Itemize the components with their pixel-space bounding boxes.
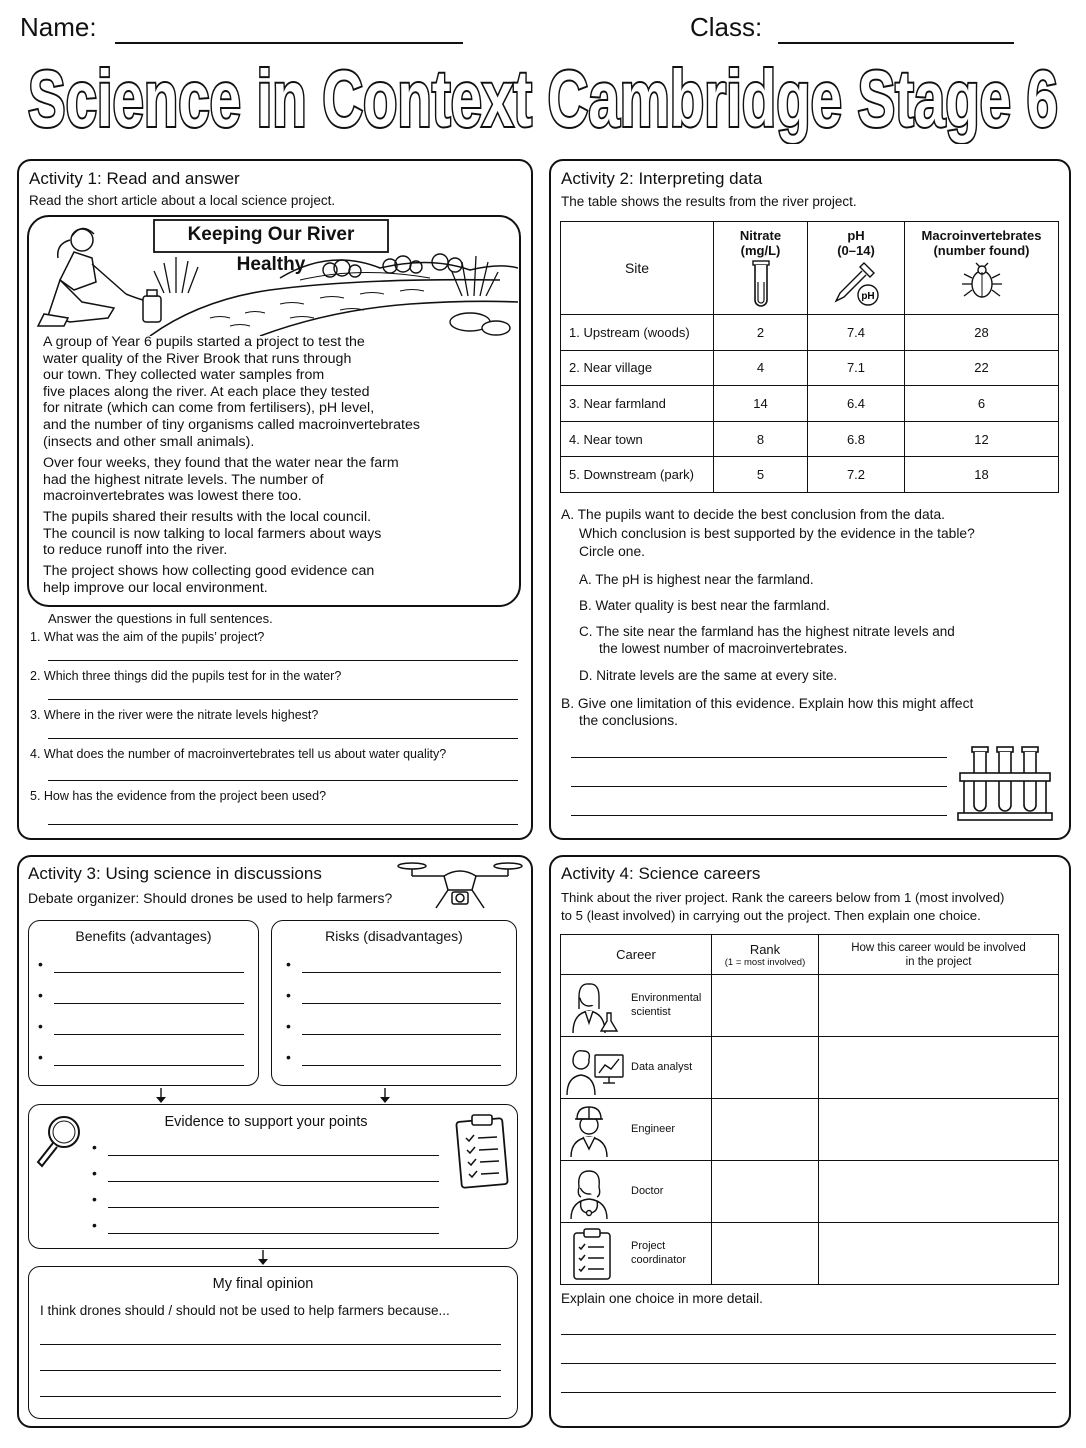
career-name: Project coordinator — [631, 1240, 687, 1266]
careers-table — [560, 934, 1059, 1285]
class-label: Class: — [690, 12, 763, 42]
activity-2-title: Activity 2: Interpreting data — [561, 169, 763, 188]
name-label: Name: — [20, 12, 97, 42]
option-d[interactable]: D. Nitrate levels are the same at every site. — [579, 668, 838, 683]
how-involved-cell[interactable] — [819, 1099, 1059, 1161]
career-row-data-analyst — [561, 1037, 1059, 1099]
table-row: 3. Near farmland 14 6.4 6 — [561, 386, 1059, 422]
bullet-icon: • — [38, 1049, 43, 1065]
dropper-icon — [830, 259, 882, 307]
answer-line-1[interactable] — [48, 660, 518, 661]
engineer-icon — [565, 1103, 619, 1157]
bullet-icon: • — [92, 1165, 97, 1181]
risk-line-1[interactable] — [302, 972, 501, 973]
table-row: 1. Upstream (woods) 2 7.4 28 — [561, 315, 1059, 351]
activity-1-title: Activity 1: Read and answer — [29, 169, 240, 188]
activity-3-intro: Debate organizer: Should drones be used to help farmers? — [28, 890, 393, 906]
activity-1-intro: Read the short article about a local science project. — [29, 193, 336, 208]
table-row: 2. Near village 4 7.1 22 — [561, 350, 1059, 386]
doctor-icon — [565, 1165, 619, 1219]
drone-icon — [396, 860, 524, 916]
explain-line-3[interactable] — [561, 1392, 1056, 1393]
name-input-line[interactable] — [115, 42, 463, 44]
question-a: A. The pupils want to decide the best conclusion from the data. Which conclusion is best supported by the evidence in the table? Circle one. — [561, 507, 975, 559]
benefits-title: Benefits (advantages) — [75, 928, 212, 944]
clipboard-icon — [571, 1227, 613, 1281]
svg-text:pH: pH — [861, 291, 875, 302]
bullet-icon: • — [38, 956, 43, 972]
magnifying-glass-icon — [34, 1112, 86, 1168]
risk-line-2[interactable] — [302, 1003, 501, 1004]
limitation-line-1[interactable] — [571, 757, 947, 758]
career-name: Environmental scientist — [631, 992, 702, 1018]
how-involved-cell[interactable] — [819, 1223, 1059, 1285]
header-nitrate: Nitrate (mg/L) — [714, 222, 808, 315]
evidence-line-2[interactable] — [108, 1181, 439, 1182]
table-row: 4. Near town 8 6.8 12 — [561, 421, 1059, 457]
explain-line-2[interactable] — [561, 1363, 1056, 1364]
career-name: Data analyst — [631, 1061, 693, 1073]
limitation-line-3[interactable] — [571, 815, 947, 816]
how-involved-cell[interactable] — [819, 1161, 1059, 1223]
beetle-icon — [958, 262, 1006, 302]
test-tube-icon — [751, 260, 771, 308]
explain-line-1[interactable] — [561, 1334, 1056, 1335]
rank-cell[interactable] — [712, 1223, 819, 1285]
career-row-environmental-scientist — [561, 975, 1059, 1037]
rank-cell[interactable] — [712, 1037, 819, 1099]
article-paragraph-4: The project shows how collecting good evidence can help improve our local environment. — [43, 563, 375, 596]
benefit-line-2[interactable] — [54, 1003, 244, 1004]
bullet-icon: • — [286, 956, 291, 972]
benefit-line-4[interactable] — [54, 1065, 244, 1066]
risk-line-3[interactable] — [302, 1034, 501, 1035]
header-ph: pH (0–14) pH — [808, 222, 905, 315]
activity-4-title: Activity 4: Science careers — [561, 864, 761, 883]
opinion-line-3[interactable] — [40, 1396, 501, 1397]
evidence-line-4[interactable] — [108, 1233, 439, 1234]
bullet-icon: • — [92, 1139, 97, 1155]
question-b: B. Give one limitation of this evidence. Explain how this might affect the conclusions. — [561, 696, 974, 728]
arrow-down-icon — [257, 1250, 269, 1266]
bullet-icon: • — [38, 987, 43, 1003]
questions-instruction: Answer the questions in full sentences. — [48, 611, 273, 626]
risk-line-4[interactable] — [302, 1065, 501, 1066]
answer-line-5[interactable] — [48, 824, 518, 825]
svg-text:Science in Context Cambridge S: Science in Context Cambridge Stage 6 — [28, 58, 1058, 143]
article-heading: Keeping Our River Healthy — [187, 224, 355, 275]
arrow-down-icon — [379, 1088, 391, 1104]
opinion-line-2[interactable] — [40, 1370, 501, 1371]
results-table — [560, 221, 1059, 493]
option-a[interactable]: A. The pH is highest near the farmland. — [579, 572, 814, 587]
benefit-line-3[interactable] — [54, 1034, 244, 1035]
career-row-doctor — [561, 1161, 1059, 1223]
question-1: 1. What was the aim of the pupils’ project? — [30, 630, 265, 644]
test-tube-rack-icon — [956, 743, 1054, 823]
checklist-clipboard-icon — [453, 1112, 511, 1190]
question-3: 3. Where in the river were the nitrate levels highest? — [30, 708, 319, 722]
bullet-icon: • — [92, 1217, 97, 1233]
activity-2-intro: The table shows the results from the river project. — [561, 194, 857, 209]
career-row-engineer — [561, 1099, 1059, 1161]
table-row: 5. Downstream (park) 5 7.2 18 — [561, 457, 1059, 493]
worksheet-title — [0, 58, 1086, 144]
opinion-line-1[interactable] — [40, 1344, 501, 1345]
arrow-down-icon — [155, 1088, 167, 1104]
article-paragraph-3: The pupils shared their results with the local council. The council is now talking to local farmers about ways to reduce runoff into the river. — [43, 509, 382, 559]
activity-3-title: Activity 3: Using science in discussions — [28, 864, 322, 883]
question-2: 2. Which three things did the pupils test for in the water? — [30, 669, 342, 683]
career-name: Engineer — [631, 1123, 676, 1135]
bullet-icon: • — [286, 987, 291, 1003]
career-name: Doctor — [631, 1185, 664, 1197]
question-4: 4. What does the number of macroinvertebrates tell us about water quality? — [30, 747, 447, 761]
article-paragraph-2: Over four weeks, they found that the water near the farm had the highest nitrate levels. The number of macroinvertebrates was lowest there too. — [43, 455, 399, 505]
career-row-project-coordinator — [561, 1223, 1059, 1285]
rank-cell[interactable] — [712, 1161, 819, 1223]
evidence-line-1[interactable] — [108, 1155, 439, 1156]
question-5: 5. How has the evidence from the project been used? — [30, 789, 327, 803]
answer-line-3[interactable] — [48, 738, 518, 739]
answer-line-2[interactable] — [48, 699, 518, 700]
activity-4-intro: Think about the river project. Rank the careers below from 1 (most involved) to 5 (least involved) in carrying out the project. Then explain one choice. — [561, 890, 1005, 923]
risks-title: Risks (disadvantages) — [325, 928, 463, 944]
how-involved-cell[interactable] — [819, 975, 1059, 1037]
explain-prompt: Explain one choice in more detail. — [561, 1291, 763, 1306]
header-how-involved: How this career would be involved in the project — [819, 935, 1059, 975]
limitation-line-2[interactable] — [571, 786, 947, 787]
data-analyst-icon — [565, 1041, 625, 1095]
how-involved-cell[interactable] — [819, 1037, 1059, 1099]
evidence-line-3[interactable] — [108, 1207, 439, 1208]
header-career: Career — [561, 935, 712, 975]
header-site: Site — [561, 222, 714, 315]
evidence-title: Evidence to support your points — [164, 1114, 368, 1130]
opinion-title: My final opinion — [212, 1276, 314, 1292]
header-rank: Rank (1 = most involved) — [712, 935, 819, 975]
header-macroinvertebrates: Macroinvertebrates (number found) — [905, 222, 1059, 315]
answer-line-4[interactable] — [48, 780, 518, 781]
bullet-icon: • — [286, 1049, 291, 1065]
rank-cell[interactable] — [712, 975, 819, 1037]
article-paragraph-1: A group of Year 6 pupils started a project to test the water quality of the River Brook that runs through our town. They collected water samples from five places along the river. At each place they tested for nitrate (which can come from fertilisers), pH level, and the number of tiny organisms called macroinvertebrates (insects and other small animals). — [43, 334, 420, 450]
bullet-icon: • — [286, 1018, 291, 1034]
option-b[interactable]: B. Water quality is best near the farmland. — [579, 598, 830, 613]
benefit-line-1[interactable] — [54, 972, 244, 973]
rank-cell[interactable] — [712, 1099, 819, 1161]
bullet-icon: • — [92, 1191, 97, 1207]
option-c[interactable]: C. The site near the farmland has the highest nitrate levels and the lowest number of macroinvertebrates. — [579, 624, 955, 656]
opinion-prompt: I think drones should / should not be used to help farmers because... — [40, 1303, 450, 1318]
scientist-icon — [565, 979, 619, 1033]
class-input-line[interactable] — [778, 42, 1014, 44]
bullet-icon: • — [38, 1018, 43, 1034]
